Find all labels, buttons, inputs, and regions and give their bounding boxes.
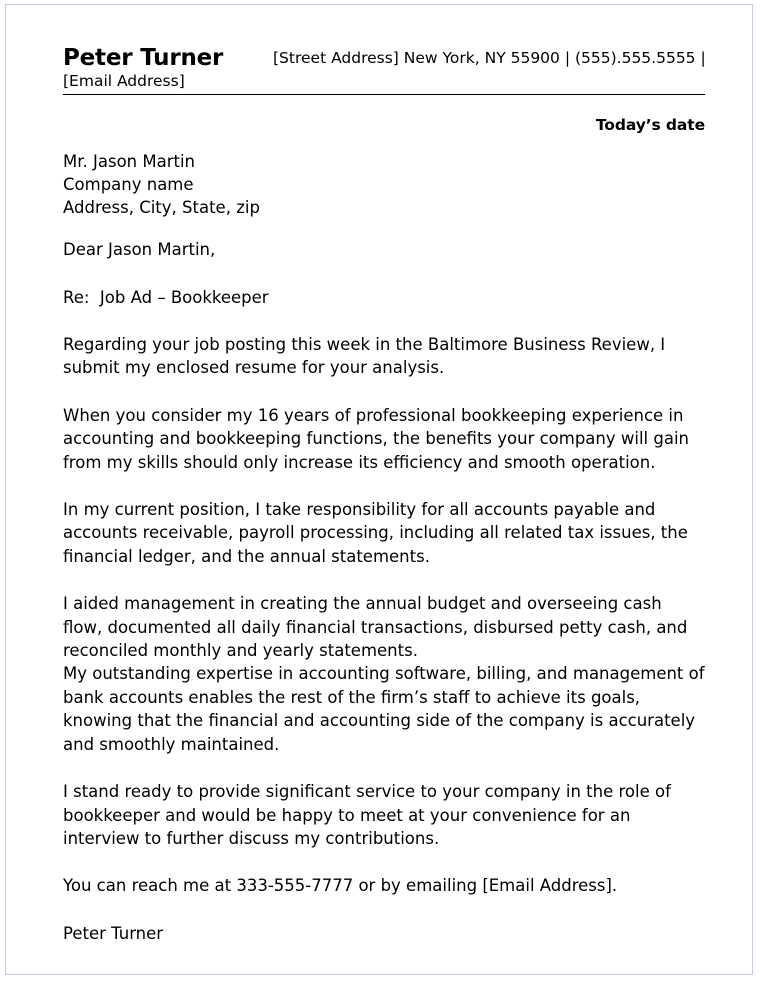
body-paragraph: Regarding your job posting this week in the Baltimore Business Review, I submit my enclosed resume for your analysis. — [63, 335, 666, 378]
body-paragraph: I aided management in creating the annual budget and overseeing cash flow, documented all daily financial transactions, disbursed petty cash, and reconciled monthly and yearly statements. — [63, 594, 688, 661]
recipient-company: Company name — [63, 175, 194, 194]
letter-page — [5, 4, 753, 975]
sender-name: Peter Turner — [63, 45, 224, 71]
body-paragraph: In my current position, I take responsibility for all accounts payable and accounts receivable, payroll processing, including all related tax issues, the financial ledger, and the annual statements. — [63, 500, 688, 566]
body-paragraph: You can reach me at 333-555-7777 or by emailing [Email Address]. — [63, 876, 618, 896]
subject-line: Re: Job Ad – Bookkeeper — [63, 288, 269, 307]
recipient-block — [63, 150, 705, 219]
body-paragraph: When you consider my 16 years of professional bookkeeping experience in accounting and bookkeeping functions, the benefits your company will gain from my skills should only increase its efficiency and smooth operation. — [63, 405, 690, 472]
body-paragraph: I stand ready to provide significant service to your company in the role of bookkeeper and would be happy to meet at your convenience for an interview to further discuss my contributions. — [63, 782, 671, 848]
date-field: Today’s date — [595, 116, 705, 134]
sender-email-placeholder: [Email Address] — [63, 72, 185, 90]
body-paragraph: My outstanding expertise in accounting software, billing, and management of bank accounts enables the rest of the firm’s staff to achieve its goals, knowing that the financial and accounting side of the company is accurately and smoothly maintained. — [63, 664, 705, 754]
salutation: Dear Jason Martin, — [63, 240, 216, 259]
signature-name: Peter Turner — [63, 923, 164, 943]
sender-contact-line: [Street Address] New York, NY 55900 | (555).555.5555 | — [273, 49, 706, 67]
letter-content — [63, 45, 705, 945]
letterhead — [63, 45, 705, 95]
recipient-name: Mr. Jason Martin — [63, 152, 196, 171]
recipient-address: Address, City, State, zip — [63, 198, 260, 217]
